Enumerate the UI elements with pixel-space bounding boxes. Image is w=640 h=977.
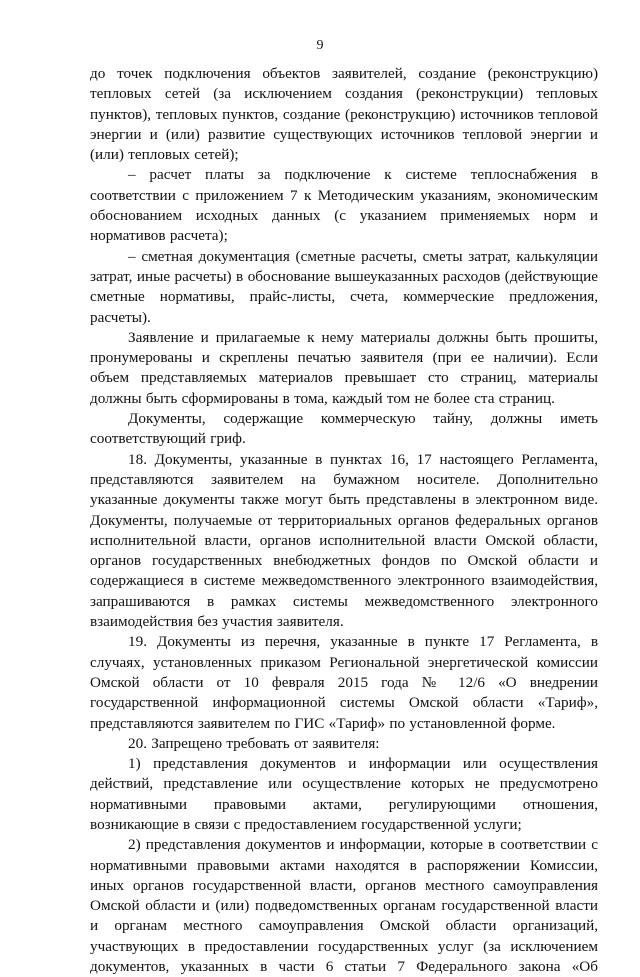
paragraph-item-20-1: 1) представления документов и информации или осуществления действий, представление или осуществление которых не предусмотрено нормативными правовыми актами, регулирующими отношения, возникающие в связи с предоставлением государственной услуги; bbox=[90, 755, 598, 833]
list-item-connection-fee-calculation: – расчет платы за подключение к системе теплоснабжения в соответствии с приложением 7 к Методическим указаниям, экономическим обоснованием исходных данных (с указанием применяемых норм и нормативов расчета); bbox=[90, 166, 598, 245]
document-body bbox=[90, 64, 598, 977]
paragraph-item-20: 20. Запрещено требовать от заявителя: bbox=[128, 734, 380, 752]
paragraph-item-20-2: 2) представления документов и информации, которые в соответствии с нормативными правовыми актами находятся в распоряжении Комиссии, иных органов государственной власти, органов местного самоуправления Омской области и (или) подведомственных органам государственной власти и органам местного самоуправления Омской области организаций, участвующих в предоставлении государственных услуг (за исключением документов, указанных в части 6 статьи 7 Федерального закона «Об bbox=[90, 836, 598, 976]
paragraph-item-18: 18. Документы, указанные в пунктах 16, 17 настоящего Регламента, представляются заявителем на бумажном носителе. Дополнительно указанные документы также могут быть представлены в электронном виде. Документы, получаемые от территориальных органов федеральных органов исполнительной власти, органов исполнительной власти Омской области, органов государственных внебюджетных фондов по Омской области и содержащиеся в системе межведомственного электронного взаимодействия, запрашиваются в рамках системы межведомственного электронного взаимодействия без участия заявителя. bbox=[90, 450, 598, 631]
paragraph-commercial-secret: Документы, содержащие коммерческую тайну, должны иметь соответствующий гриф. bbox=[90, 410, 598, 448]
paragraph-item-19: 19. Документы из перечня, указанные в пункте 17 Регламента, в случаях, установленных приказом Региональной энергетической комиссии Омской области от 10 февраля 2015 года № 12/6 «О внедрении государственной информационной системы Омской области «Тариф», представляются заявителем по ГИС «Тариф» по установленной форме. bbox=[90, 633, 598, 732]
list-item-estimate-documentation: – сметная документация (сметные расчеты, сметы затрат, калькуляции затрат, иные расчеты) в обоснование вышеуказанных расходов (действующие сметные нормативы, прайс-листы, счета, коммерческие предложения, расчеты). bbox=[90, 247, 598, 326]
paragraph-heat-network-continuation: до точек подключения объектов заявителей, создание (реконструкцию) тепловых сетей (за исключением создания (реконструкции) тепловых пунктов), тепловых пунктов, создание (реконструкцию) источников тепловой энергии и (или) развитие существующих источников тепловой энергии и (или) тепловых сетей); bbox=[90, 65, 598, 164]
page-number: 9 bbox=[316, 38, 324, 53]
paragraph-application-binding: Заявление и прилагаемые к нему материалы должны быть прошиты, пронумерованы и скреплены печатью заявителя (при ее наличии). Если объем представляемых материалов превышает сто страниц, материалы должны быть сформированы в тома, каждый том не более ста страниц. bbox=[90, 328, 598, 407]
